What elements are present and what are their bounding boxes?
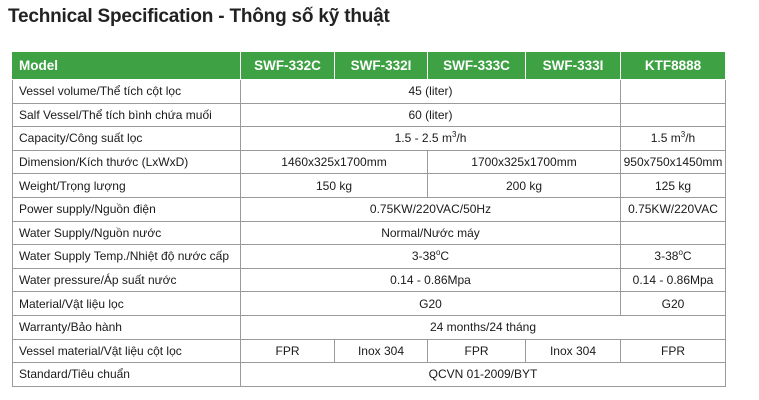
header-swf-332i: SWF-332I bbox=[335, 52, 428, 80]
cell-value: 0.14 - 0.86Mpa bbox=[621, 268, 726, 292]
table-row bbox=[13, 363, 726, 387]
table-row bbox=[13, 150, 726, 174]
cell-value: 1.5 - 2.5 $m^3/h$ bbox=[241, 127, 621, 151]
cell-value: 3-38$^o$C bbox=[241, 245, 621, 269]
table-row bbox=[13, 174, 726, 198]
cell-value: Inox 304 bbox=[335, 339, 428, 363]
cell-value: FPR bbox=[241, 339, 335, 363]
cell-value: 200 kg bbox=[428, 174, 621, 198]
table-row bbox=[13, 221, 726, 245]
row-label: Material/Vật liệu lọc bbox=[13, 292, 241, 316]
cell-value: Inox 304 bbox=[526, 339, 621, 363]
table-row bbox=[13, 197, 726, 221]
table-row bbox=[13, 339, 726, 363]
row-label: Salf Vessel/Thể tích bình chứa muối bbox=[13, 103, 241, 127]
header-swf-332c: SWF-332C bbox=[241, 52, 335, 80]
table-row bbox=[13, 80, 726, 104]
cell-value bbox=[621, 103, 726, 127]
row-label: Power supply/Nguồn điện bbox=[13, 197, 241, 221]
header-model: Model bbox=[13, 52, 241, 80]
table-row bbox=[13, 268, 726, 292]
row-label: Standard/Tiêu chuẩn bbox=[13, 363, 241, 387]
page-title: Technical Specification - Thông số kỹ thuật bbox=[8, 6, 390, 27]
row-label: Water Supply/Nguồn nước bbox=[13, 221, 241, 245]
header-swf-333i: SWF-333I bbox=[526, 52, 621, 80]
row-label: Dimension/Kích thước (LxWxD) bbox=[13, 150, 241, 174]
table-row bbox=[13, 315, 726, 339]
cell-value: G20 bbox=[621, 292, 726, 316]
cell-value: 24 months/24 tháng bbox=[241, 315, 726, 339]
cell-value: 150 kg bbox=[241, 174, 428, 198]
cell-value: G20 bbox=[241, 292, 621, 316]
header-swf-333c: SWF-333C bbox=[428, 52, 526, 80]
row-label: Weight/Trọng lượng bbox=[13, 174, 241, 198]
row-label: Water pressure/Áp suất nước bbox=[13, 268, 241, 292]
cell-value: 125 kg bbox=[621, 174, 726, 198]
cell-value: 60 (liter) bbox=[241, 103, 621, 127]
header-ktf8888: KTF8888 bbox=[621, 52, 726, 80]
cell-value: FPR bbox=[428, 339, 526, 363]
cell-value: QCVN 01-2009/BYT bbox=[241, 363, 726, 387]
row-label: Warranty/Bảo hành bbox=[13, 315, 241, 339]
table-row bbox=[13, 127, 726, 151]
row-label: Vessel volume/Thể tích cột lọc bbox=[13, 80, 241, 104]
cell-value: Normal/Nước máy bbox=[241, 221, 621, 245]
row-label: Water Supply Temp./Nhiệt độ nước cấp bbox=[13, 245, 241, 269]
cell-value: 45 (liter) bbox=[241, 80, 621, 104]
cell-value: 1460x325x1700mm bbox=[241, 150, 428, 174]
cell-value bbox=[621, 80, 726, 104]
cell-value: FPR bbox=[621, 339, 726, 363]
cell-value: 1700x325x1700mm bbox=[428, 150, 621, 174]
cell-value: 0.75KW/220VAC/50Hz bbox=[241, 197, 621, 221]
table-row bbox=[13, 245, 726, 269]
table-row bbox=[13, 292, 726, 316]
table-row bbox=[13, 103, 726, 127]
row-label: Vessel material/Vật liệu cột lọc bbox=[13, 339, 241, 363]
spec-table bbox=[12, 51, 726, 387]
cell-value: 1.5 $m^3/h$ bbox=[621, 127, 726, 151]
table-header-row bbox=[13, 52, 726, 80]
cell-value: 950x750x1450mm bbox=[621, 150, 726, 174]
cell-value: 0.14 - 0.86Mpa bbox=[241, 268, 621, 292]
row-label: Capacity/Công suất lọc bbox=[13, 127, 241, 151]
cell-value bbox=[621, 221, 726, 245]
cell-value: 3-38$^o$C bbox=[621, 245, 726, 269]
cell-value: 0.75KW/220VAC bbox=[621, 197, 726, 221]
